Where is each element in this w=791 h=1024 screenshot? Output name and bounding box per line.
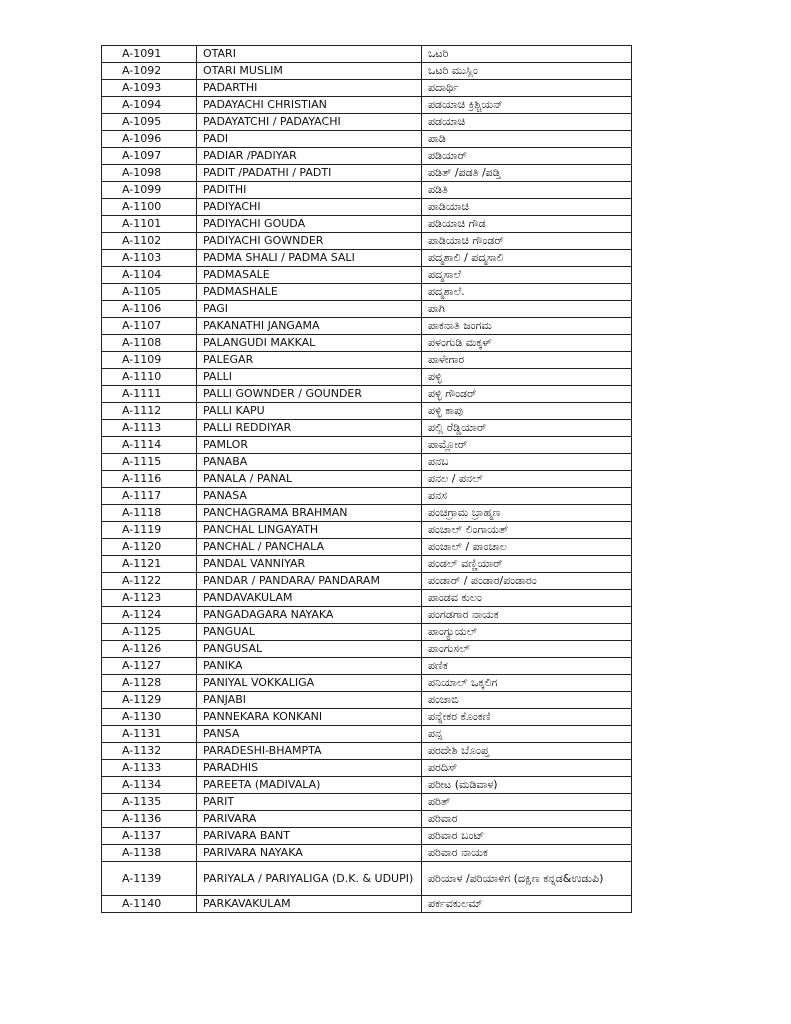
kannada-name-cell: ಪನಿಯಾಲ್ ಒಕ್ಕಲಿಗ <box>422 675 632 692</box>
kannada-name-cell: ಪಂಚಾಲ್ / ಪಾಂಚಾಲ <box>422 539 632 556</box>
code-cell: A-1124 <box>102 607 197 624</box>
kannada-name-cell: ಪದಾರ್ಥಿ <box>422 80 632 97</box>
kannada-name-cell: ಪಳ್ಳಿ <box>422 369 632 386</box>
code-cell: A-1105 <box>102 284 197 301</box>
kannada-name-cell: ಪದ್ಮಸಾಲೆ <box>422 267 632 284</box>
kannada-name-cell: ಪರಿವಾರ ನಾಯಕ <box>422 845 632 862</box>
code-cell: A-1128 <box>102 675 197 692</box>
table-row <box>102 80 632 97</box>
code-cell: A-1101 <box>102 216 197 233</box>
english-name-cell: PADITHI <box>197 182 422 199</box>
code-cell: A-1110 <box>102 369 197 386</box>
english-name-cell: PADARTHI <box>197 80 422 97</box>
english-name-cell: PALLI <box>197 369 422 386</box>
english-name-cell: PANCHAL / PANCHALA <box>197 539 422 556</box>
code-cell: A-1093 <box>102 80 197 97</box>
kannada-name-cell: ಪಂಡಾರ್ / ಪಂಡಾರ/ಪಂಡಾರಂ <box>422 573 632 590</box>
table-row <box>102 165 632 182</box>
table-row <box>102 250 632 267</box>
kannada-name-cell: ಪರಿವಾರ <box>422 811 632 828</box>
english-name-cell: PANJABI <box>197 692 422 709</box>
table-row <box>102 675 632 692</box>
table-row <box>102 284 632 301</box>
code-cell: A-1103 <box>102 250 197 267</box>
code-cell: A-1126 <box>102 641 197 658</box>
english-name-cell: PAREETA (MADIVALA) <box>197 777 422 794</box>
kannada-name-cell: ಪರದಿಸ್ <box>422 760 632 777</box>
code-cell: A-1119 <box>102 522 197 539</box>
code-cell: A-1108 <box>102 335 197 352</box>
english-name-cell: PANCHAGRAMA BRAHMAN <box>197 505 422 522</box>
english-name-cell: PANGADAGARA NAYAKA <box>197 607 422 624</box>
english-name-cell: PARADESHI-BHAMPTA <box>197 743 422 760</box>
kannada-name-cell: ಪಾಂಗುಸಲ್ <box>422 641 632 658</box>
kannada-name-cell: ಪರೀಟ (ಮಡಿವಾಳ) <box>422 777 632 794</box>
kannada-name-cell: ಪಂಚಾಲ್ ಲಿಂಗಾಯತ್ <box>422 522 632 539</box>
table-row <box>102 131 632 148</box>
kannada-name-cell: ಪಳ್ಳಿ ಕಾಪು <box>422 403 632 420</box>
english-name-cell: PANGUSAL <box>197 641 422 658</box>
table-row <box>102 199 632 216</box>
kannada-name-cell: ಪಡಿಯಾಚಿ ಗೌಡ <box>422 216 632 233</box>
code-cell: A-1095 <box>102 114 197 131</box>
kannada-name-cell: ಪರಿತ್ <box>422 794 632 811</box>
english-name-cell: PALANGUDI MAKKAL <box>197 335 422 352</box>
kannada-name-cell: ಪನ್ನೇಕರ ಕೊಂಕಣಿ <box>422 709 632 726</box>
kannada-name-cell: ಪಡಯಾಚಿ <box>422 114 632 131</box>
kannada-name-cell: ಪರದೇಶಿ ಬೊಂಪ್ತ <box>422 743 632 760</box>
english-name-cell: PADIT /PADATHI / PADTI <box>197 165 422 182</box>
english-name-cell: PANCHAL LINGAYATH <box>197 522 422 539</box>
kannada-name-cell: ಪಲ್ಲಿ ರೆಡ್ಡಿಯಾರ್ <box>422 420 632 437</box>
code-cell: A-1097 <box>102 148 197 165</box>
kannada-name-cell: ಪಳ್ಳಿ ಗೌಂಡರ್ <box>422 386 632 403</box>
english-name-cell: PAKANATHI JANGAMA <box>197 318 422 335</box>
table-row <box>102 624 632 641</box>
code-cell: A-1132 <box>102 743 197 760</box>
code-cell: A-1116 <box>102 471 197 488</box>
table-row <box>102 641 632 658</box>
english-name-cell: PANALA / PANAL <box>197 471 422 488</box>
english-name-cell: OTARI MUSLIM <box>197 63 422 80</box>
code-cell: A-1133 <box>102 760 197 777</box>
code-cell: A-1140 <box>102 896 197 913</box>
table-row <box>102 437 632 454</box>
english-name-cell: PALLI REDDIYAR <box>197 420 422 437</box>
code-cell: A-1114 <box>102 437 197 454</box>
kannada-name-cell: ಪಾಂಡವ ಕುಲಂ <box>422 590 632 607</box>
english-name-cell: PALLI GOWNDER / GOUNDER <box>197 386 422 403</box>
table-body <box>102 46 632 913</box>
code-cell: A-1138 <box>102 845 197 862</box>
kannada-name-cell: ಪಡಿಯಾರ್ <box>422 148 632 165</box>
table-row <box>102 488 632 505</box>
kannada-name-cell: ಪನ್ಸ <box>422 726 632 743</box>
code-cell: A-1102 <box>102 233 197 250</box>
kannada-name-cell: ಪಡಯಾಚಿ ಕ್ರಿಶ್ಚಿಯನ್ <box>422 97 632 114</box>
english-name-cell: PARIYALA / PARIYALIGA (D.K. & UDUPI) <box>197 862 422 896</box>
table-row <box>102 522 632 539</box>
english-name-cell: PADIAR /PADIYAR <box>197 148 422 165</box>
table-row <box>102 335 632 352</box>
table-row <box>102 471 632 488</box>
code-cell: A-1131 <box>102 726 197 743</box>
code-cell: A-1139 <box>102 862 197 896</box>
table-row <box>102 709 632 726</box>
english-name-cell: PADMA SHALI / PADMA SALI <box>197 250 422 267</box>
english-name-cell: PADI <box>197 131 422 148</box>
code-cell: A-1100 <box>102 199 197 216</box>
table-row <box>102 896 632 913</box>
table-row <box>102 63 632 80</box>
code-cell: A-1121 <box>102 556 197 573</box>
english-name-cell: PADIYACHI GOUDA <box>197 216 422 233</box>
english-name-cell: PARIVARA NAYAKA <box>197 845 422 862</box>
code-cell: A-1125 <box>102 624 197 641</box>
code-cell: A-1099 <box>102 182 197 199</box>
table-row <box>102 862 632 896</box>
table-row <box>102 556 632 573</box>
kannada-name-cell: ಪಾಡಿ <box>422 131 632 148</box>
table-row <box>102 352 632 369</box>
kannada-name-cell: ಪಂಜಾಬಿ <box>422 692 632 709</box>
kannada-name-cell: ಪಾಂಗ್ಯುಯಲ್ <box>422 624 632 641</box>
table-row <box>102 777 632 794</box>
code-cell: A-1106 <box>102 301 197 318</box>
kannada-name-cell: ಪಾಡಿಯಾಚಿ <box>422 199 632 216</box>
code-cell: A-1113 <box>102 420 197 437</box>
kannada-name-cell: ಪಂಗಡಗಾರ ನಾಯಕ <box>422 607 632 624</box>
english-name-cell: PALLI KAPU <box>197 403 422 420</box>
english-name-cell: PANABA <box>197 454 422 471</box>
code-cell: A-1123 <box>102 590 197 607</box>
table-row <box>102 607 632 624</box>
kannada-name-cell: ಪರ್ಕವಕುಲಮ್ <box>422 896 632 913</box>
english-name-cell: PANNEKARA KONKANI <box>197 709 422 726</box>
code-cell: A-1098 <box>102 165 197 182</box>
code-cell: A-1118 <box>102 505 197 522</box>
english-name-cell: PANSA <box>197 726 422 743</box>
table-row <box>102 760 632 777</box>
kannada-name-cell: ಪಾಕನಾತಿ ಜಂಗಮ <box>422 318 632 335</box>
table-row <box>102 505 632 522</box>
code-cell: A-1107 <box>102 318 197 335</box>
english-name-cell: PADMASHALE <box>197 284 422 301</box>
english-name-cell: PANDAVAKULAM <box>197 590 422 607</box>
kannada-name-cell: ಪನಬ <box>422 454 632 471</box>
code-cell: A-1092 <box>102 63 197 80</box>
code-cell: A-1104 <box>102 267 197 284</box>
code-cell: A-1137 <box>102 828 197 845</box>
code-cell: A-1112 <box>102 403 197 420</box>
code-cell: A-1115 <box>102 454 197 471</box>
table-row <box>102 403 632 420</box>
table-row <box>102 114 632 131</box>
kannada-name-cell: ಪನಸ <box>422 488 632 505</box>
english-name-cell: PAGI <box>197 301 422 318</box>
kannada-name-cell: ಪಳಂಗುಡಿ ಮಕ್ಕಳ್ <box>422 335 632 352</box>
english-name-cell: PARIT <box>197 794 422 811</box>
english-name-cell: PAMLOR <box>197 437 422 454</box>
kannada-name-cell: ಪರಿವಾರ ಬಂಟ್ <box>422 828 632 845</box>
table-row <box>102 590 632 607</box>
table-row <box>102 386 632 403</box>
english-name-cell: PANDAR / PANDARA/ PANDARAM <box>197 573 422 590</box>
table-row <box>102 182 632 199</box>
code-cell: A-1120 <box>102 539 197 556</box>
table-row <box>102 743 632 760</box>
code-cell: A-1094 <box>102 97 197 114</box>
english-name-cell: PARKAVAKULAM <box>197 896 422 913</box>
table-row <box>102 318 632 335</box>
kannada-name-cell: ಪದ್ಮಶಾಲೆ. <box>422 284 632 301</box>
table-row <box>102 811 632 828</box>
code-cell: A-1134 <box>102 777 197 794</box>
kannada-name-cell: ಪಡಿತ್ /ಪಡತಿ /ಪಡ್ತಿ <box>422 165 632 182</box>
table-row <box>102 301 632 318</box>
table-row <box>102 845 632 862</box>
code-cell: A-1127 <box>102 658 197 675</box>
code-cell: A-1117 <box>102 488 197 505</box>
table-row <box>102 148 632 165</box>
kannada-name-cell: ಪಡಿತಿ <box>422 182 632 199</box>
table-row <box>102 267 632 284</box>
kannada-name-cell: ಪಾಳೇಗಾರ <box>422 352 632 369</box>
kannada-name-cell: ಒಟರಿ ಮುಸ್ಲಿಂ <box>422 63 632 80</box>
caste-list-table <box>101 45 632 913</box>
table-row <box>102 658 632 675</box>
english-name-cell: OTARI <box>197 46 422 63</box>
english-name-cell: PANIKA <box>197 658 422 675</box>
kannada-name-cell: ಪನಲ / ಪನಲ್ <box>422 471 632 488</box>
code-cell: A-1130 <box>102 709 197 726</box>
table-row <box>102 726 632 743</box>
english-name-cell: PANASA <box>197 488 422 505</box>
english-name-cell: PARADHIS <box>197 760 422 777</box>
table-row <box>102 454 632 471</box>
table-row <box>102 573 632 590</box>
english-name-cell: PADMASALE <box>197 267 422 284</box>
english-name-cell: PARIVARA <box>197 811 422 828</box>
table-row <box>102 794 632 811</box>
english-name-cell: PARIVARA BANT <box>197 828 422 845</box>
english-name-cell: PADIYACHI <box>197 199 422 216</box>
code-cell: A-1091 <box>102 46 197 63</box>
table-row <box>102 369 632 386</box>
code-cell: A-1129 <box>102 692 197 709</box>
kannada-name-cell: ಪಾಗಿ <box>422 301 632 318</box>
english-name-cell: PADIYACHI GOWNDER <box>197 233 422 250</box>
english-name-cell: PANGUAL <box>197 624 422 641</box>
table-row <box>102 46 632 63</box>
kannada-name-cell: ಪಾಡಿಯಾಚಿ ಗೌಂಡರ್ <box>422 233 632 250</box>
code-cell: A-1122 <box>102 573 197 590</box>
kannada-name-cell: ಪಾಮ್ಲೋರ್ <box>422 437 632 454</box>
english-name-cell: PADAYACHI CHRISTIAN <box>197 97 422 114</box>
kannada-name-cell: ಪದ್ಮಶಾಲಿ / ಪದ್ಮಸಾಲಿ <box>422 250 632 267</box>
kannada-name-cell: ಪಂಚಗ್ರಾಮ ಬ್ರಾಹ್ಮಣ <box>422 505 632 522</box>
english-name-cell: PANIYAL VOKKALIGA <box>197 675 422 692</box>
table-row <box>102 420 632 437</box>
english-name-cell: PALEGAR <box>197 352 422 369</box>
table-row <box>102 539 632 556</box>
code-cell: A-1096 <box>102 131 197 148</box>
table-row <box>102 97 632 114</box>
english-name-cell: PANDAL VANNIYAR <box>197 556 422 573</box>
table-row <box>102 233 632 250</box>
kannada-name-cell: ಪಣಿಕ <box>422 658 632 675</box>
english-name-cell: PADAYATCHI / PADAYACHI <box>197 114 422 131</box>
code-cell: A-1136 <box>102 811 197 828</box>
table-row <box>102 692 632 709</box>
code-cell: A-1109 <box>102 352 197 369</box>
kannada-name-cell: ಪಂಡಲ್ ವಣ್ಣಿಯಾರ್ <box>422 556 632 573</box>
kannada-name-cell: ಒಟರಿ <box>422 46 632 63</box>
kannada-name-cell: ಪರಿಯಾಳ /ಪರಿಯಾಳಿಗ (ದಕ್ಷಿಣ ಕನ್ನಡ&ಉಡುಪಿ) <box>422 862 632 896</box>
table-row <box>102 828 632 845</box>
code-cell: A-1111 <box>102 386 197 403</box>
table-row <box>102 216 632 233</box>
code-cell: A-1135 <box>102 794 197 811</box>
